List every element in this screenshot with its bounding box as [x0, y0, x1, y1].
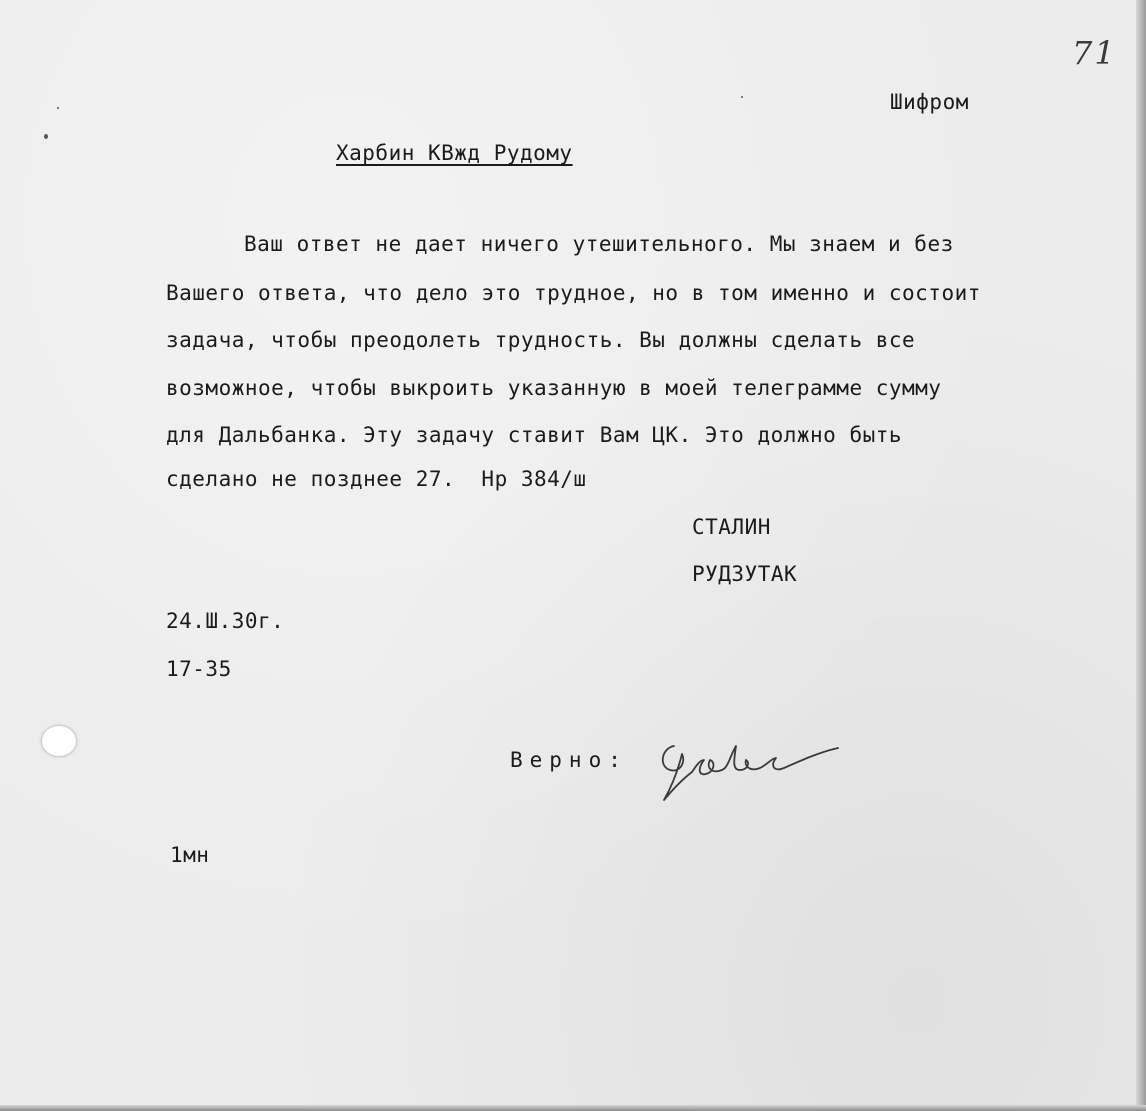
paper-speck	[57, 107, 59, 109]
paper-edge-shadow	[0, 1105, 1146, 1111]
paper-speck	[44, 134, 48, 139]
certification-label: Верно:	[510, 748, 628, 772]
document-date: 24.Ш.30г.	[166, 609, 285, 633]
signatory-name: СТАЛИН	[692, 515, 771, 539]
cipher-mark: Шифром	[890, 90, 969, 114]
paper-edge-shadow	[1136, 0, 1146, 1111]
punch-hole	[42, 726, 76, 756]
addressee-line: Харбин КВжд Рудому	[336, 141, 573, 165]
body-line: Вашего ответа, что дело это трудное, но в том именно и состоит	[166, 281, 981, 305]
handwritten-signature	[652, 726, 842, 806]
body-line: для Дальбанка. Эту задачу ставит Вам ЦК. Это должно быть	[166, 423, 903, 447]
body-line: возможное, чтобы выкроить указанную в моей телеграмме сумму	[166, 376, 942, 400]
body-line: сделано не позднее 27. Нр 384/ш	[166, 467, 587, 491]
page-number: 71	[1072, 34, 1117, 72]
body-line: задача, чтобы преодолеть трудность. Вы должны сделать все	[166, 328, 916, 352]
signatory-name: РУДЗУТАК	[692, 562, 798, 586]
paper-speck	[741, 96, 743, 98]
copies-note: 1мн	[170, 843, 210, 867]
document-time: 17-35	[166, 657, 232, 681]
body-line: Ваш ответ не дает ничего утешительного. Мы знаем и без	[244, 232, 954, 256]
